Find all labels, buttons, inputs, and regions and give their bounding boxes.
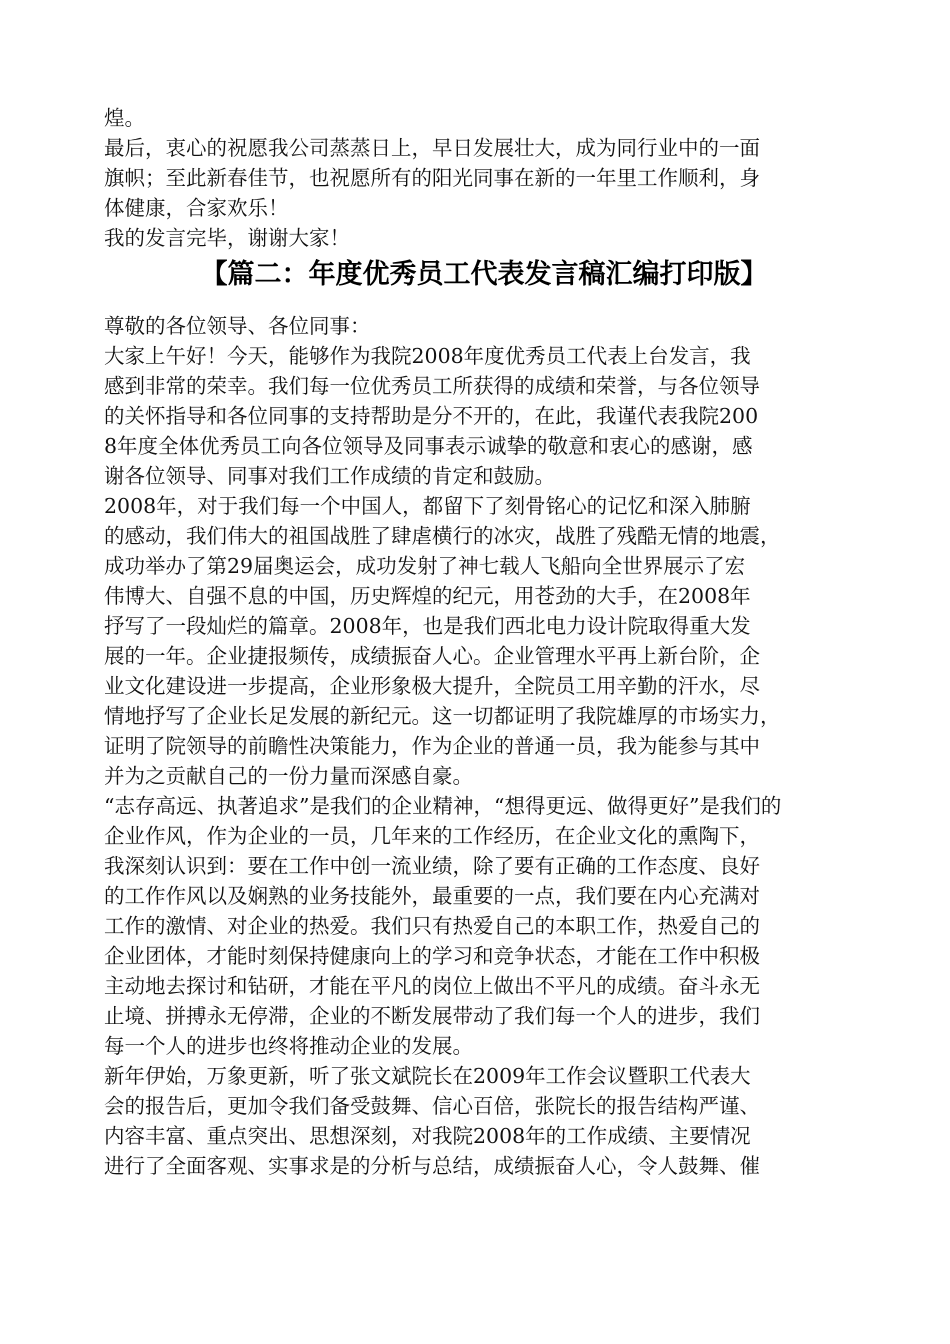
text-line: 情地抒写了企业长足发展的新纪元。这一切都证明了我院雄厚的市场实力， <box>104 704 781 728</box>
text-line: 煌。 <box>104 106 145 130</box>
text-line: 的感动，我们伟大的祖国战胜了肆虐横行的冰灾，战胜了残酷无情的地震， <box>104 524 781 548</box>
text-line: 体健康，合家欢乐！ <box>104 196 289 220</box>
text-line: 每一个人的进步也终将推动企业的发展。 <box>104 1034 473 1058</box>
text-line: 新年伊始，万象更新，听了张文斌院长在2009年工作会议暨职工代表大 <box>104 1064 751 1088</box>
text-line: 会的报告后，更加令我们备受鼓舞、信心百倍，张院长的报告结构严谨、 <box>104 1094 760 1118</box>
text-line: 企业团体，才能时刻保持健康向上的学习和竞争状态，才能在工作中积极 <box>104 944 760 968</box>
text-line: 我的发言完毕，谢谢大家！ <box>104 226 350 250</box>
text-line: 展的一年。企业捷报频传，成绩振奋人心。企业管理水平再上新台阶，企 <box>104 644 760 668</box>
text-line: 抒写了一段灿烂的篇章。2008年，也是我们西北电力设计院取得重大发 <box>104 614 751 638</box>
document-page <box>104 103 864 1181</box>
section-heading: 【篇二：年度优秀员工代表发言稿汇编打印版】 <box>200 259 768 290</box>
text-line: 企业作风，作为企业的一员，几年来的工作经历，在企业文化的熏陶下， <box>104 824 760 848</box>
text-line: 感到非常的荣幸。我们每一位优秀员工所获得的成绩和荣誉，与各位领导 <box>104 374 760 398</box>
text-line: 大家上午好！今天，能够作为我院2008年度优秀员工代表上台发言，我 <box>104 344 751 368</box>
text-line: 尊敬的各位领导、各位同事： <box>104 314 371 338</box>
text-line: 我深刻认识到：要在工作中创一流业绩，除了要有正确的工作态度、良好 <box>104 854 760 878</box>
text-line: 谢各位领导、同事对我们工作成绩的肯定和鼓励。 <box>104 464 555 488</box>
text-line: 业文化建设进一步提高，企业形象极大提升，全院员工用辛勤的汗水，尽 <box>104 674 760 698</box>
text-line: 伟博大、自强不息的中国，历史辉煌的纪元，用苍劲的大手，在2008年 <box>104 584 751 608</box>
text-line: 最后，衷心的祝愿我公司蒸蒸日上，早日发展壮大，成为同行业中的一面 <box>104 136 760 160</box>
top-paragraphs <box>104 103 864 253</box>
text-line: 的工作作风以及娴熟的业务技能外，最重要的一点，我们要在内心充满对 <box>104 884 760 908</box>
text-line: 证明了院领导的前瞻性决策能力，作为企业的普通一员，我为能参与其中 <box>104 734 760 758</box>
text-line: 旗帜；至此新春佳节，也祝愿所有的阳光同事在新的一年里工作顺利，身 <box>104 166 760 190</box>
text-line: “志存高远、执著追求”是我们的企业精神，“想得更远、做得更好”是我们的 <box>104 794 782 818</box>
text-line: 并为之贡献自己的一份力量而深感自豪。 <box>104 764 473 788</box>
text-line: 2008年，对于我们每一个中国人，都留下了刻骨铭心的记忆和深入肺腑 <box>104 494 751 518</box>
text-line: 主动地去探讨和钻研，才能在平凡的岗位上做出不平凡的成绩。奋斗永无 <box>104 974 760 998</box>
text-line: 工作的激情、对企业的热爱。我们只有热爱自己的本职工作，热爱自己的 <box>104 914 760 938</box>
text-line: 内容丰富、重点突出、思想深刻，对我院2008年的工作成绩、主要情况 <box>104 1124 751 1148</box>
text-line: 进行了全面客观、实事求是的分析与总结，成绩振奋人心，令人鼓舞、催 <box>104 1154 760 1178</box>
body-paragraphs <box>104 311 864 1181</box>
text-line: 8年度全体优秀员工向各位领导及同事表示诚挚的敬意和衷心的感谢，感 <box>104 434 753 458</box>
text-line: 止境、拼搏永无停滞，企业的不断发展带动了我们每一个人的进步，我们 <box>104 1004 760 1028</box>
text-line: 的关怀指导和各位同事的支持帮助是分不开的，在此，我谨代表我院200 <box>104 404 759 428</box>
text-line: 成功举办了第29届奥运会，成功发射了神七载人飞船向全世界展示了宏 <box>104 554 746 578</box>
